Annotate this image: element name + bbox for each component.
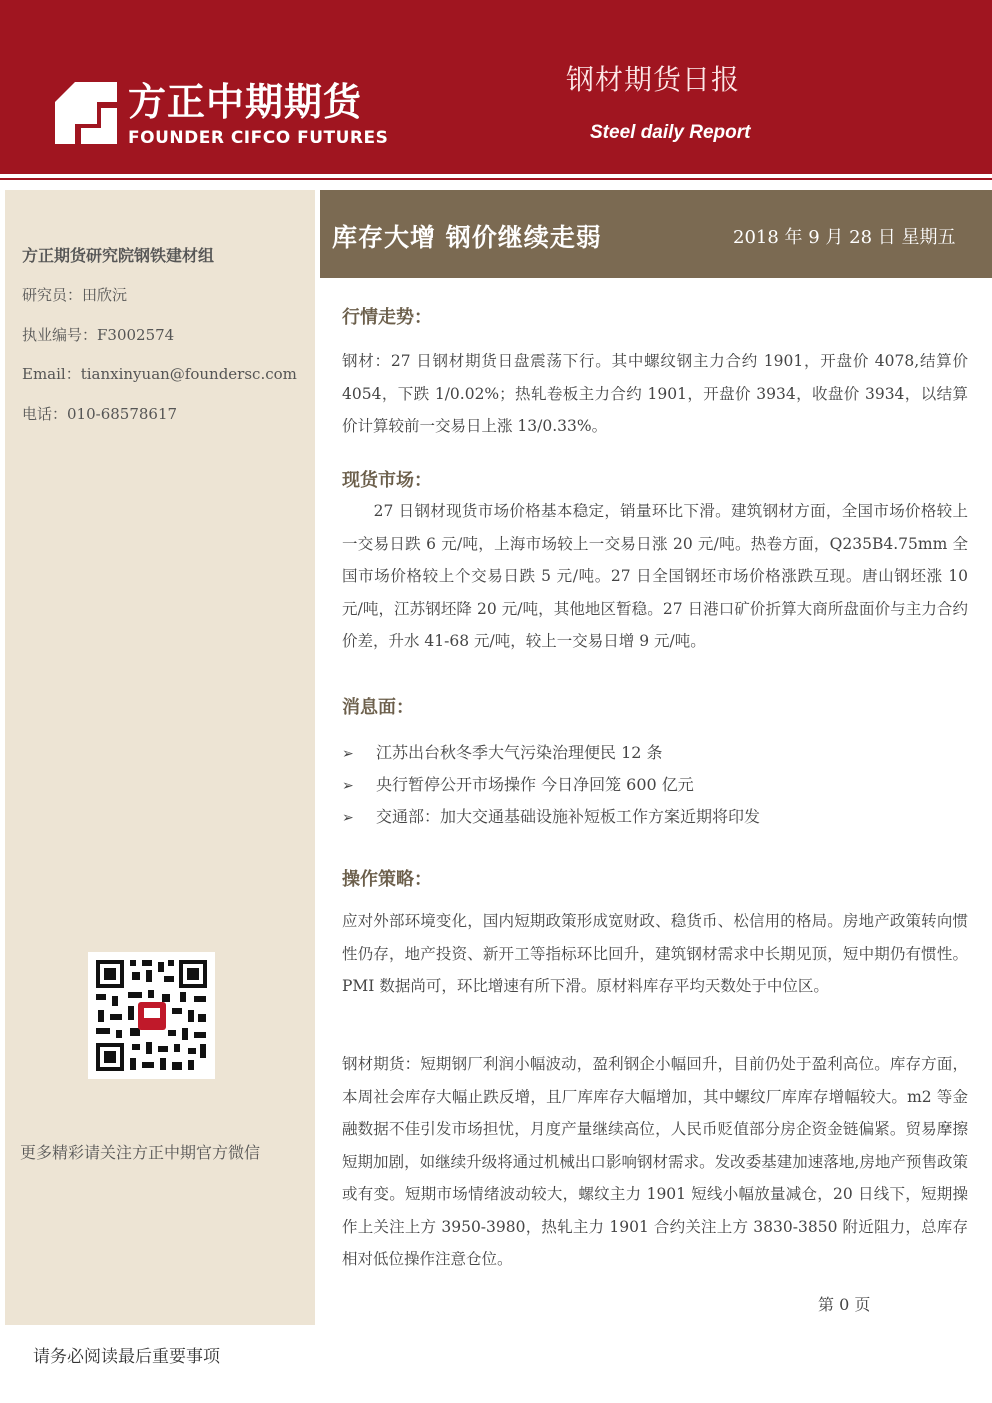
brand-name-en: FOUNDER CIFCO FUTURES <box>128 128 389 148</box>
list-item <box>342 737 968 769</box>
market-paragraph: 钢材：27 日钢材期货日盘震荡下行。其中螺纹钢主力合约 1901，开盘价 4078,结算价 4054，下跌 1/0.02%；热轧卷板主力合约 1901，开盘价 3934，收盘价 3934，以结算价计算较前一交易日上涨 13/0.33%。 <box>342 352 968 435</box>
arrow-bullet-icon: ➢ <box>342 810 354 826</box>
report-title-cn: 钢材期货日报 <box>566 63 741 96</box>
wechat-follow-note: 更多精彩请关注方正中期官方微信 <box>20 1143 261 1162</box>
news-item-text: 央行暂停公开市场操作 今日净回笼 600 亿元 <box>376 775 694 794</box>
news-list <box>342 737 968 833</box>
section-heading-news: 消息面： <box>342 697 414 718</box>
spot-paragraph: 27 日钢材现货市场价格基本稳定，销量环比下滑。建筑钢材方面，全国市场价格较上一交易日跌 6 元/吨，上海市场较上一交易日涨 20 元/吨。热卷方面，Q235B4.75mm 全国市场价格较上个交易日跌 5 元/吨。27 日全国钢坯市场价格涨跌互现。唐山钢坯涨 10 元/吨，江苏钢坯降 20 元/吨，其他地区暂稳。27 日港口矿价折算大商所盘面价与主力合约价差，升水 41-68 元/吨，较上一交易日增 9 元/吨。 <box>342 502 968 650</box>
section-heading-strategy: 操作策略： <box>342 869 432 890</box>
arrow-bullet-icon: ➢ <box>342 746 354 762</box>
strategy-paragraph-1: 应对外部环境变化，国内短期政策形成宽财政、稳货币、松信用的格局。房地产政策转向惯性仍存，地产投资、新开工等指标环比回升，建筑钢材需求中长期见顶，短中期仍有惯性。PMI 数据尚可，环比增速有所下滑。原材料库存平均天数处于中位区。 <box>342 912 968 995</box>
report-title-en: Steel daily Report <box>590 122 751 143</box>
section-heading-spot: 现货市场： <box>342 470 432 491</box>
report-headline: 库存大增 钢价继续走弱 <box>332 223 602 252</box>
strategy-paragraph-2: 钢材期货：短期钢厂利润小幅波动，盈利钢企小幅回升，目前仍处于盈利高位。库存方面，本周社会库存大幅止跌反增，且厂库库存大幅增加，其中螺纹厂库库存增幅较大。m2 等金融数据不佳引发市场担忧，月度产量继续高位，人民币贬值部分房企资金链偏紧。贸易摩擦短期加剧，如继续升级将通过机械出口影响钢材需求。发改委基建加速落地,房地产预售政策或有变。短期市场情绪波动较大，螺纹主力 1901 短线小幅放量减仓，20 日线下，短期操作上关注上方 3950-3980，热轧主力 1901 合约关注上方 3830-3850 附近阻力，总库存相对低位操作注意仓位。 <box>342 1055 968 1268</box>
founder-logo-icon <box>55 82 117 144</box>
section-heading-market: 行情走势： <box>342 307 432 328</box>
researcher-name: 研究员：田欣沅 <box>22 286 128 304</box>
arrow-bullet-icon: ➢ <box>342 778 354 794</box>
page-number: 第 0 页 <box>818 1295 871 1314</box>
contact-email: Email：tianxinyuan@foundersc.com <box>22 365 297 383</box>
list-item <box>342 801 968 833</box>
header-divider <box>0 178 992 180</box>
qr-code-icon <box>88 952 215 1079</box>
research-group: 方正期货研究院钢铁建材组 <box>22 246 215 265</box>
news-item-text: 交通部：加大交通基础设施补短板工作方案近期将印发 <box>376 807 761 826</box>
contact-phone: 电话：010-68578617 <box>22 405 178 423</box>
license-number: 执业编号：F3002574 <box>22 326 175 344</box>
report-date: 2018 年 9 月 28 日 星期五 <box>733 227 956 248</box>
disclaimer-note: 请务必阅读最后重要事项 <box>33 1347 220 1367</box>
brand-name-cn: 方正中期期货 <box>128 80 363 124</box>
news-item-text: 江苏出台秋冬季大气污染治理便民 12 条 <box>376 743 663 762</box>
list-item <box>342 769 968 801</box>
